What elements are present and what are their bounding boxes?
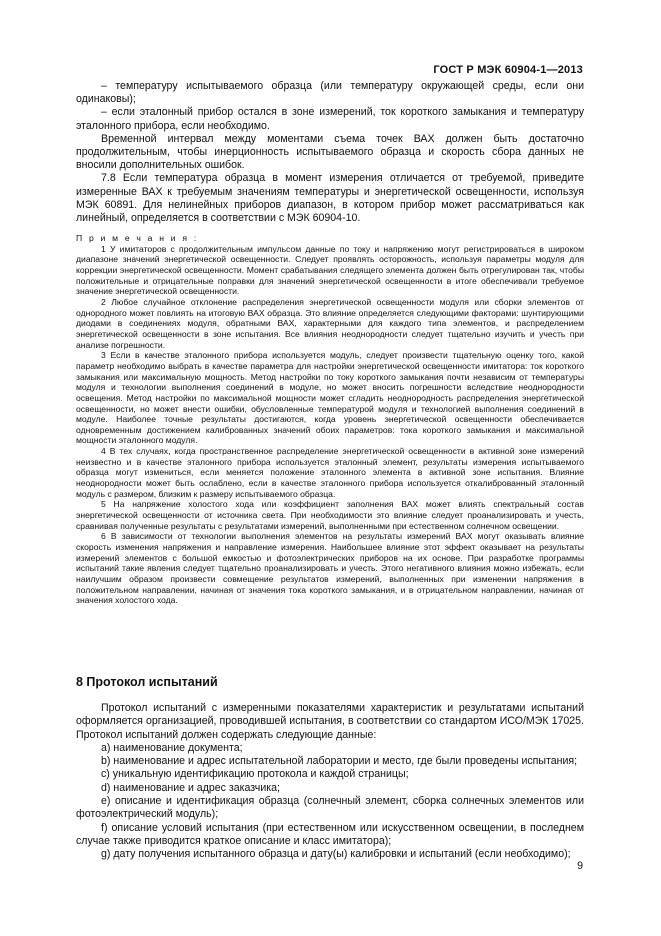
paragraph-reference-device: – если эталонный прибор остался в зоне измерений, ток короткого замыкания и температуру эталонного прибора, если необходимо. xyxy=(76,106,584,132)
notes-block xyxy=(76,233,584,606)
note-item: 2 Любое случайное отклонение распределения энергетической освещенности модуля или сборки элементов от однородного может повлиять на итоговую ВАХ образца. Это влияние определяется следующими факторами: шунтирующими диодами в соединениях модуля, обратными ВАХ, характерными для каждого типа элементов, и распределением энергетической освещенности в зоне испытания. Все влияния неоднородности следует тщательно изучить и учесть при анализе погрешности. xyxy=(76,296,584,350)
protocol-item: a) наименование документа; xyxy=(101,741,243,754)
paragraph-7-8: 7.8 Если температура образца в момент измерения отличается от требуемой, приведите измеренные ВАХ к требуемым значениям температуры и энергетической освещенности, используя МЭК 60891. Для нелинейных приборов диапазон, в котором прибор может рассматриваться как линейный, определяется в соответствии с МЭК 60904-10. xyxy=(76,172,584,225)
body-text-top xyxy=(76,80,584,225)
paragraph-time-interval: Временной интервал между моментами съема точек ВАХ должен быть достаточно продолжительным, чтобы инерционность испытываемого образца и скорость сбора данных не вносили дополнительных ошибок. xyxy=(76,132,584,172)
protocol-item: b) наименование и адрес испытательной лаборатории и место, где были проведены испытания; xyxy=(101,755,578,768)
protocol-section xyxy=(76,702,584,862)
protocol-item: g) дату получения испытанного образца и дату(ы) калибровки и испытаний (если необходимо); xyxy=(101,848,571,861)
note-item: 6 В зависимости от технологии выполнения элементов на результаты измерений ВАХ могут оказывать влияние скорость изменения напряжения и направление измерения. Наибольшее влияние этот эффект оказывает на результаты измерений элементов с большой емкостью и фотоэлектрических приборов на их основе. При разработке программы испытаний такие явления следует тщательно проанализировать и учесть. Этого негативного влияния можно избежать, если наилучшим образом произвести совмещение результатов измерений, выполненных при изменении напряжения в положительном направлении, начиная от значения тока короткого замыкания, и в отрицательном направлении, начиная от значения холостого хода. xyxy=(76,531,584,606)
protocol-item: c) уникальную идентификацию протокола и каждой страницы; xyxy=(101,768,409,781)
note-item: 1 У имитаторов с продолжительным импульсом данные по току и напряжению могут регистрироваться в широком диапазоне значений энергетической освещенности. Следует проявлять осторожность, используя параметры модуля для коррекции энергетической освещенности. Момент срабатывания следящего элемента должен быть отрегулирован так, чтобы положительные и отрицательные поправки для значений энергетической освещенности в итоге обеспечивали требуемое значение энергетической освещенности. xyxy=(76,243,584,297)
protocol-item: e) описание и идентификация образца (солнечный элемент, сборка солнечных элементов или фотоэлектрический модуль); xyxy=(76,795,584,821)
notes-heading: П р и м е ч а н и я : xyxy=(76,233,199,243)
page-number: 9 xyxy=(577,860,583,872)
note-item: 4 В тех случаях, когда пространственное распределение энергетической освещенности в активной зоне измерений неизвестно и в качестве эталонного прибора используется эталонный элемент, результаты измерения испытываемого образца могут измениться, если меняется положение эталонного элемента в активной зоне испытания. Влияние неоднородности может быть ослаблено, если в качестве эталонного прибора используется откалиброванный эталонный модуль с размером, близким к размеру испытываемого образца. xyxy=(76,446,584,499)
protocol-item: f) описание условий испытания (при естественном или искусственном освещении, в последнем случае также приводится краткое описание и класс имитатора); xyxy=(76,821,584,847)
section-heading: 8 Протокол испытаний xyxy=(76,675,218,689)
standard-header: ГОСТ Р МЭК 60904-1—2013 xyxy=(433,64,583,76)
note-item: 5 На напряжение холостого хода или коэффициент заполнения ВАХ может влиять спектральный состав энергетической освещенности от источника света. При необходимости это влияние следует проанализировать и учесть, сравнивая полученные результаты с результатами измерений, выполненными при естественном солнечном освещении. xyxy=(76,499,584,531)
protocol-item: d) наименование и адрес заказчика; xyxy=(101,781,280,794)
note-item: 3 Если в качестве эталонного прибора используется модуль, следует произвести тщательную оценку того, какой параметр необходимо выбрать в качестве параметра для настройки энергетической освещенности имитатора: ток короткого замыкания или максимальную мощность. Метод настройки по току короткого замыкания почти независим от температуры модуля и технологии выполнения соединений в модуле, но может вносить погрешности вследствие неоднородности освещения. Метод настройки по максимальной мощности может сгладить неоднородность распределения энергетической освещенности, но может внести ошибки, обусловленные температурой модуля и технологией выполнения соединений в модуле. Наиболее точные результаты достигаются, когда уровень энергетической освещенности обеспечивается одновременным достижением калиброванных значений обоих параметров: тока короткого замыкания и максимальной мощности эталонного модуля. xyxy=(76,350,584,446)
protocol-intro: Протокол испытаний с измеренными показателями характеристик и результатами испытаний оформляется организацией, проводившей испытания, в соответствии со стандартом ИСО/МЭК 17025. Протокол испытаний должен содержать следующие данные: xyxy=(76,702,584,741)
paragraph-temperature: – температуру испытываемого образца (или температуру окружающей среды, если они одинаковы); xyxy=(76,80,584,106)
